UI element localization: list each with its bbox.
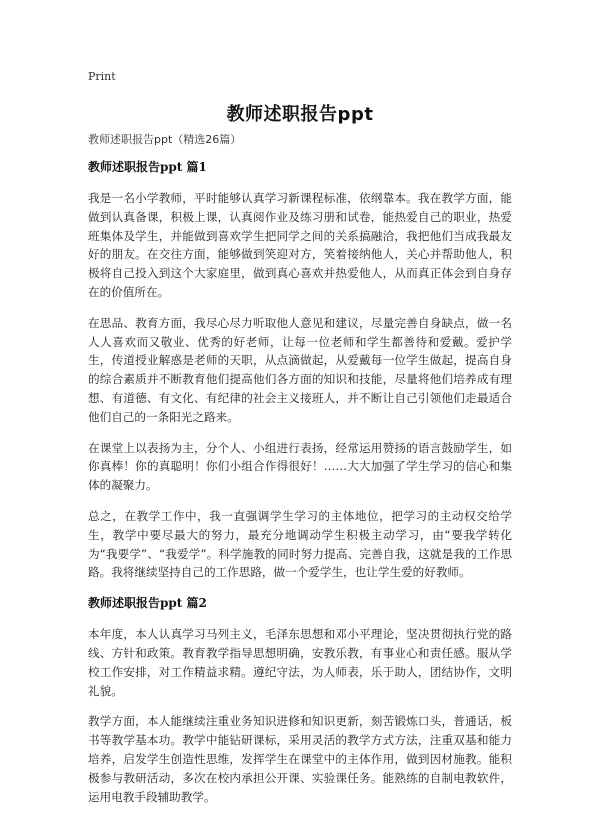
print-label: Print (88, 70, 116, 83)
section-2 (88, 594, 512, 806)
document-title: 教师述职报告ppt (226, 104, 374, 125)
paragraph: 教学方面，本人能继续注重业务知识进修和知识更新，刻苦锻炼口头，普通话，板书等教学基本功。教学中能钻研课标，采用灵活的教学方式方法，注重双基和能力培养，启发学生创造性思维，发挥学生在课堂中的主体作用，做到因材施教。能积极参与教研活动，多次在校内承担公开课、实验课任务。能熟练的自制电教软件，运用电教手段辅助教学。 (88, 714, 512, 804)
paragraph: 我是一名小学教师，平时能够认真学习新课程标准，依纲靠本。我在教学方面，能做到认真备课，积极上课，认真阅作业及练习册和试卷，能热爱自己的职业，热爱班集体及学生，并能做到喜欢学生把同学之间的关系搞融洽，我把他们当成我最友好的朋友。在交往方面，能够做到笑迎对方，笑着接纳他人，关心并帮助他人，积极将自己投入到这个大家庭里，做到真心喜欢并热爱他人，从而真正体会到自身存在的价值所在。 (88, 191, 512, 299)
section-heading: 教师述职报告ppt 篇1 (88, 160, 207, 174)
document-subtitle: 教师述职报告ppt（精选26篇） (88, 133, 242, 146)
paragraph: 在思品、教育方面，我尽心尽力听取他人意见和建议，尽量完善自身缺点，做一名人人喜欢而又敬业、优秀的好老师，让每一位老师和学生都善待和爱戴。爱护学生，传道授业解惑是老师的天职，从点滴做起，从爱戴每一位学生做起，提高自身的综合素质并不断教育他们提高他们各方面的知识和技能，尽量将他们培养成有理想、有道德、有文化、有纪律的社会主义接班人，并不断让自己引领他们走最适合他们自己的一条阳光之路来。 (88, 315, 512, 424)
paragraph: 总之，在教学工作中，我一直强调学生学习的主体地位，把学习的主动权交给学生，教学中要尽最大的努力，最充分地调动学生积极主动学习，由“要我学转化为“我要学”、“我爱学”。科学施教的同时努力提高、完善自我，这就是我的工作思路。我将继续坚持自己的工作思路，做一个爱学生，也让学生爱的好教师。 (88, 508, 512, 580)
section-1 (88, 158, 512, 582)
paragraph: 本年度，本人认真学习马列主义，毛泽东思想和邓小平理论，坚决贯彻执行党的路线、方针和政策。教育教学指导思想明确，安教乐教，有事业心和责任感。服从学校工作安排，对工作精益求精。遵纪守法，为人师表，乐于助人，团结协作，文明礼貌。 (88, 627, 512, 698)
paragraph: 在课堂上以表扬为主，分个人、小组进行表扬，经常运用赞扬的语言鼓励学生，如你真棒！你的真聪明！你们小组合作得很好！……大大加强了学生学习的信心和集体的凝聚力。 (88, 440, 512, 493)
document-content (88, 158, 512, 818)
section-heading: 教师述职报告ppt 篇2 (88, 596, 207, 611)
